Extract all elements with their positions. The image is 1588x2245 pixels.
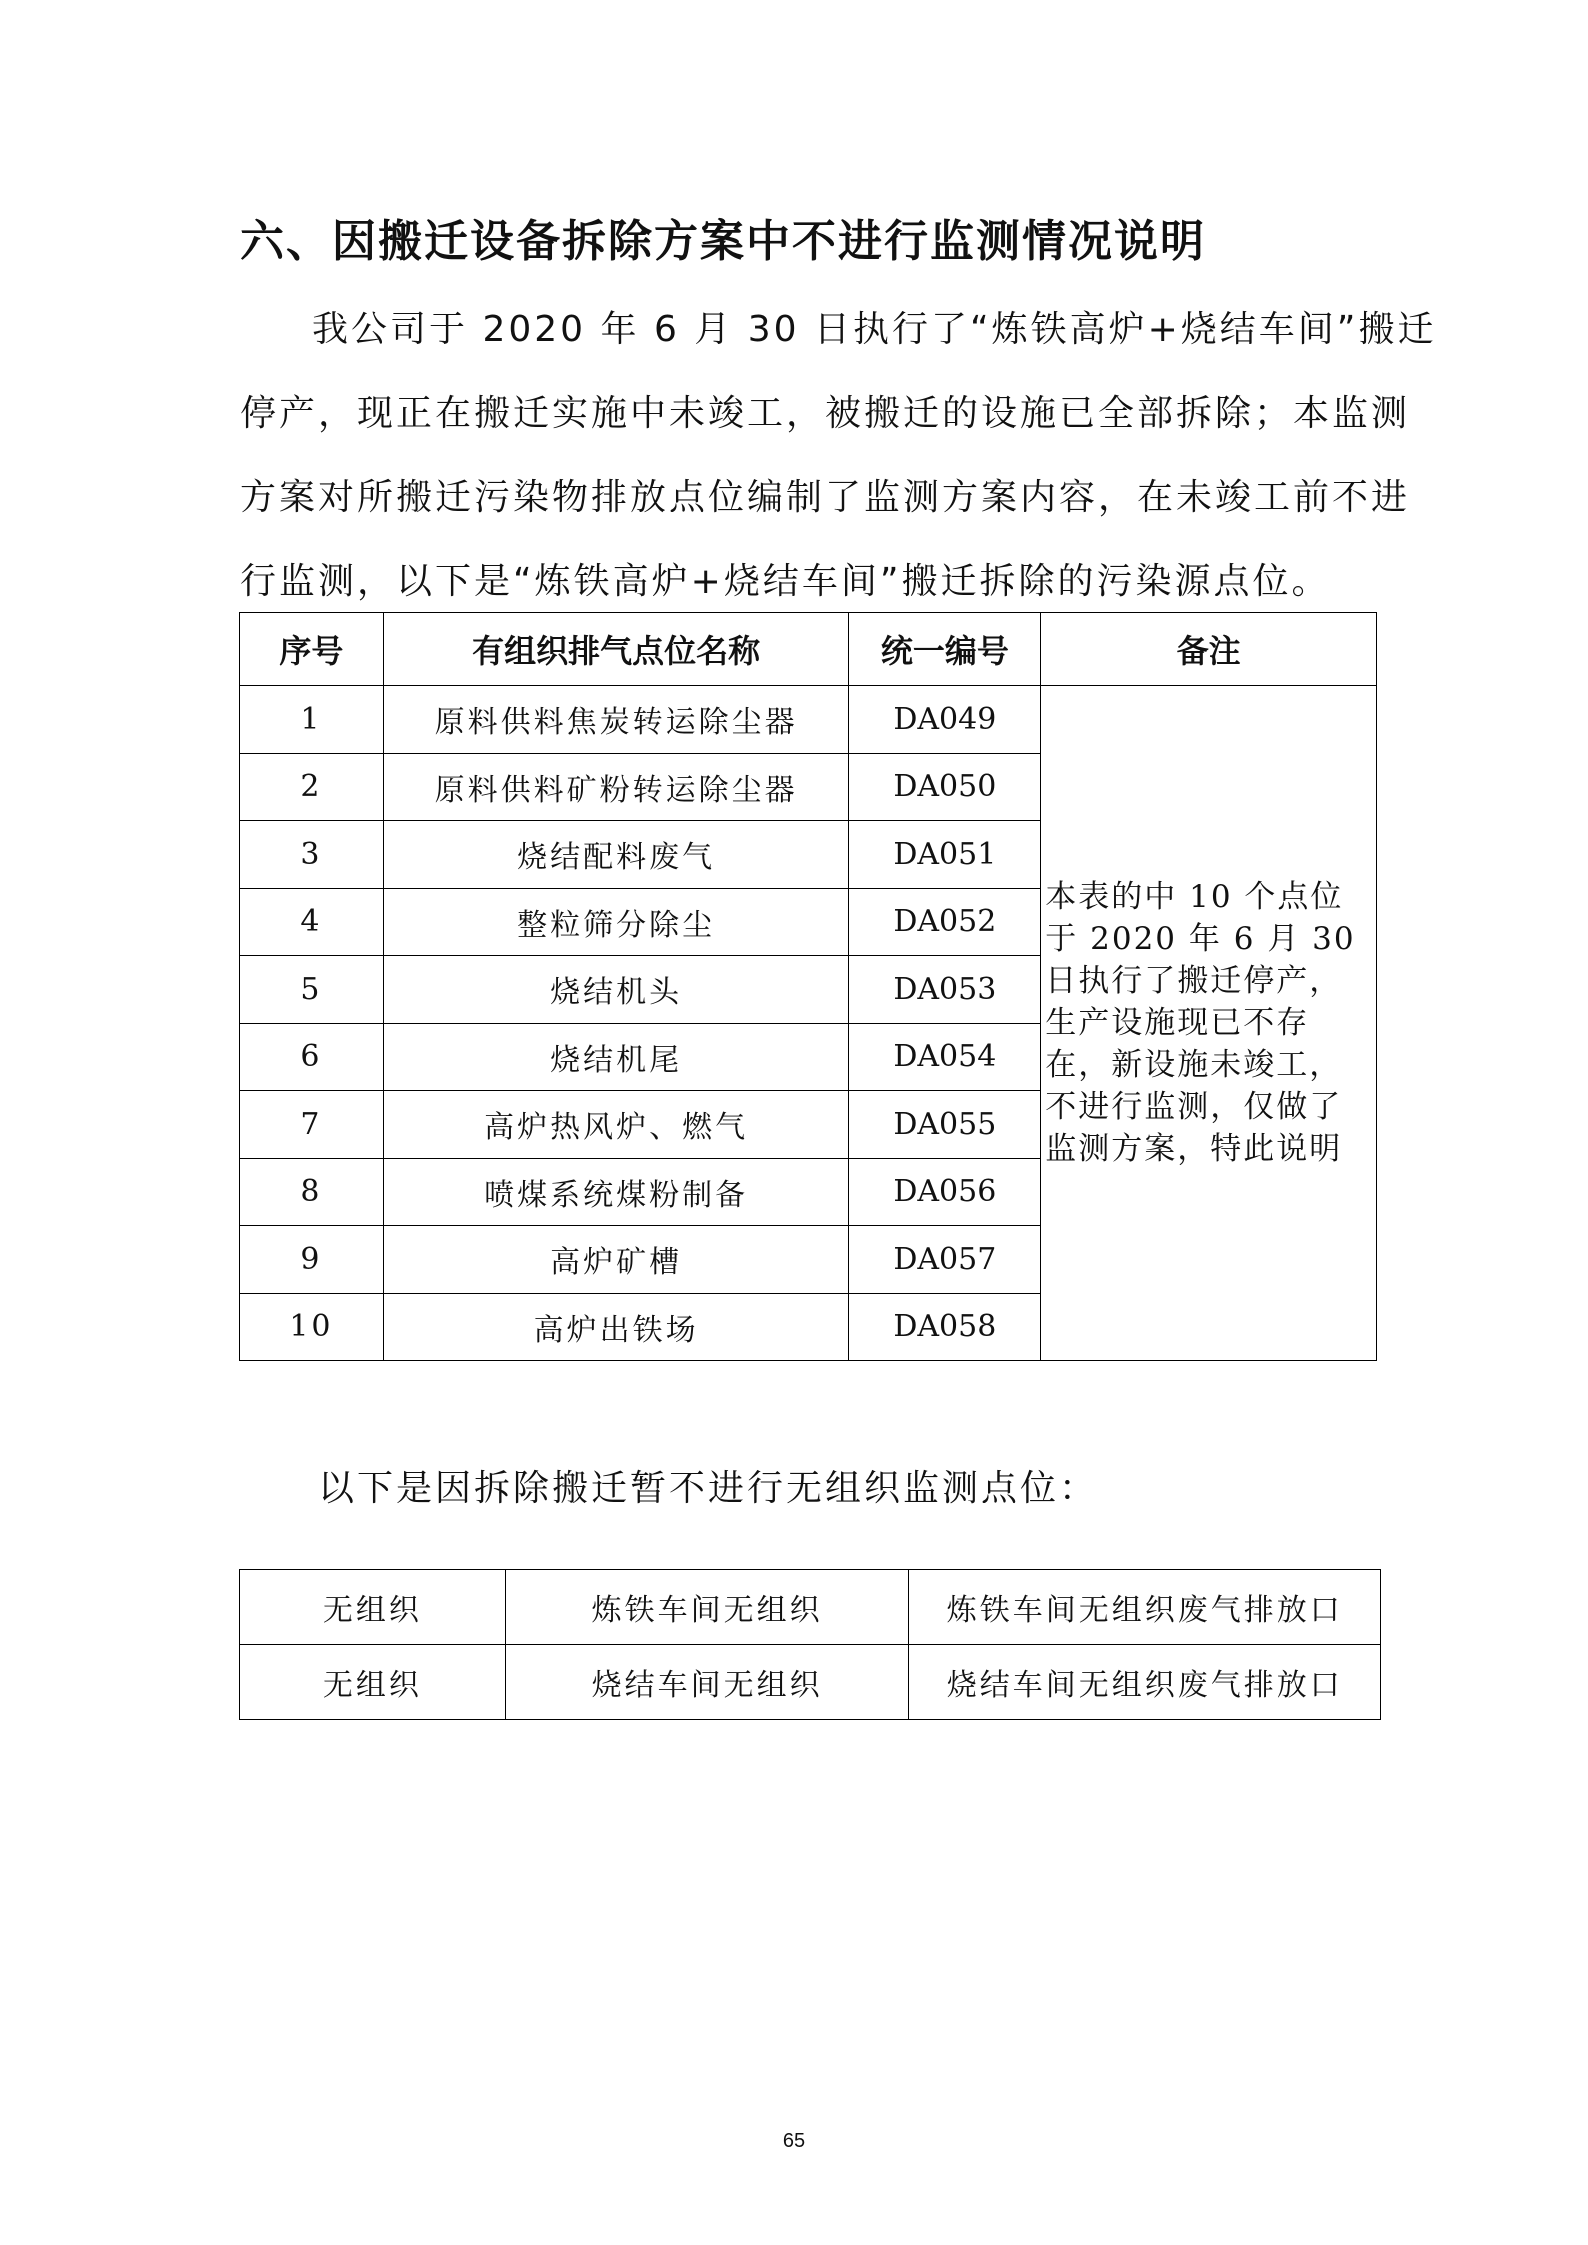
row-point-name: 高炉出铁场 bbox=[383, 1293, 849, 1361]
paragraph-line: 停产，现正在搬迁实施中未竣工，被搬迁的设施已全部拆除；本监测 bbox=[240, 393, 1411, 434]
row-index: 8 bbox=[240, 1158, 384, 1226]
fugitive-points-table bbox=[239, 1569, 1381, 1720]
row-index: 4 bbox=[240, 888, 384, 956]
header-remark: 备注 bbox=[1041, 613, 1377, 686]
row-index: 7 bbox=[240, 1091, 384, 1159]
remark-cell: 本表的中 10 个点位于 2020 年 6 月 30 日执行了搬迁停产，生产设施现已不存在，新设施未竣工，不进行监测，仅做了监测方案，特此说明 bbox=[1041, 686, 1377, 1361]
row-code: DA057 bbox=[849, 1226, 1041, 1294]
row-point-name: 喷煤系统煤粉制备 bbox=[383, 1158, 849, 1226]
row-code: DA056 bbox=[849, 1158, 1041, 1226]
table-row bbox=[240, 1645, 1381, 1720]
row-index: 6 bbox=[240, 1023, 384, 1091]
header-index: 序号 bbox=[240, 613, 384, 686]
row-point-name: 烧结机尾 bbox=[383, 1023, 849, 1091]
paragraph-line: 行监测，以下是“炼铁高炉+烧结车间”搬迁拆除的污染源点位。 bbox=[240, 561, 1331, 602]
row-index: 1 bbox=[240, 686, 384, 754]
row-index: 5 bbox=[240, 956, 384, 1024]
row-type: 无组织 bbox=[240, 1570, 506, 1645]
row-point-name: 烧结机头 bbox=[383, 956, 849, 1024]
row-code: DA055 bbox=[849, 1091, 1041, 1159]
row-code: DA051 bbox=[849, 821, 1041, 889]
row-point-name: 烧结配料废气 bbox=[383, 821, 849, 889]
row-code: DA052 bbox=[849, 888, 1041, 956]
row-workshop: 炼铁车间无组织 bbox=[505, 1570, 909, 1645]
row-code: DA050 bbox=[849, 753, 1041, 821]
table-row bbox=[240, 686, 1377, 754]
fugitive-intro-text: 以下是因拆除搬迁暂不进行无组织监测点位： bbox=[318, 1468, 1099, 1509]
row-outlet: 烧结车间无组织废气排放口 bbox=[909, 1645, 1381, 1720]
row-index: 10 bbox=[240, 1293, 384, 1361]
row-outlet: 炼铁车间无组织废气排放口 bbox=[909, 1570, 1381, 1645]
table-row bbox=[240, 1570, 1381, 1645]
row-point-name: 高炉热风炉、燃气 bbox=[383, 1091, 849, 1159]
row-point-name: 原料供料矿粉转运除尘器 bbox=[383, 753, 849, 821]
row-point-name: 整粒筛分除尘 bbox=[383, 888, 849, 956]
row-code: DA054 bbox=[849, 1023, 1041, 1091]
row-workshop: 烧结车间无组织 bbox=[505, 1645, 909, 1720]
paragraph-line: 我公司于 2020 年 6 月 30 日执行了“炼铁高炉+烧结车间”搬迁 bbox=[312, 309, 1437, 350]
row-index: 9 bbox=[240, 1226, 384, 1294]
row-code: DA053 bbox=[849, 956, 1041, 1024]
table-header-row bbox=[240, 613, 1377, 686]
section-heading: 六、因搬迁设备拆除方案中不进行监测情况说明 bbox=[240, 216, 1206, 267]
row-index: 2 bbox=[240, 753, 384, 821]
header-point-name: 有组织排气点位名称 bbox=[383, 613, 849, 686]
page-number: 65 bbox=[782, 2130, 806, 2152]
paragraph-line: 方案对所搬迁污染物排放点位编制了监测方案内容，在未竣工前不进 bbox=[240, 477, 1411, 518]
row-type: 无组织 bbox=[240, 1645, 506, 1720]
row-point-name: 原料供料焦炭转运除尘器 bbox=[383, 686, 849, 754]
emission-points-table bbox=[239, 612, 1377, 1361]
row-index: 3 bbox=[240, 821, 384, 889]
row-code: DA049 bbox=[849, 686, 1041, 754]
row-code: DA058 bbox=[849, 1293, 1041, 1361]
header-code: 统一编号 bbox=[849, 613, 1041, 686]
intro-paragraph bbox=[240, 288, 1437, 624]
row-point-name: 高炉矿槽 bbox=[383, 1226, 849, 1294]
